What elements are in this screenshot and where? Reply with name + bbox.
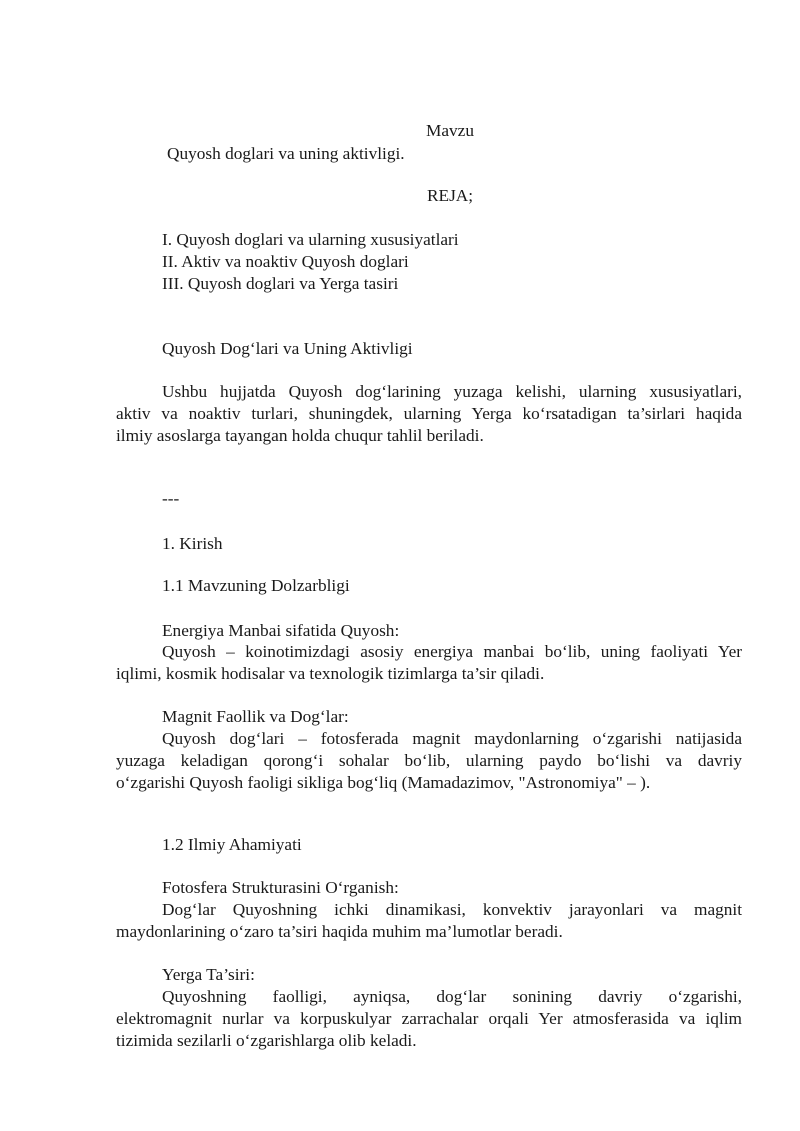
paragraph-line: o‘zgarishi Quyosh faoligi sikliga bog‘liq (Mamadazimov, "Astronomiya" – ).	[116, 773, 651, 792]
document-title: Quyosh Dog‘lari va Uning Aktivligi	[162, 339, 413, 358]
plan-item: II. Aktiv va noaktiv Quyosh doglari	[162, 252, 409, 271]
paragraph-line: iqlimi, kosmik hodisalar va texnologik tizimlarga ta’sir qiladi.	[116, 664, 545, 683]
subsection-heading: 1.2 Ilmiy Ahamiyati	[162, 835, 302, 854]
paragraph-line: Quyoshning faolligi, ayniqsa, dog‘lar sonining davriy o‘zgarishi,	[162, 987, 742, 1006]
topic-label: Mavzu	[426, 121, 474, 140]
paragraph-line: Ushbu hujjatda Quyosh dog‘larining yuzaga kelishi, ularning xususiyatlari,	[162, 382, 742, 401]
plan-label: REJA;	[427, 186, 474, 205]
paragraph-line: aktiv va noaktiv turlari, shuningdek, ularning Yerga ko‘rsatadigan ta’sirlari haqida	[116, 404, 742, 423]
paragraph-line: Quyosh dog‘lari – fotosferada magnit maydonlarning o‘zgarishi natijasida	[162, 729, 742, 748]
earth-paragraph	[116, 986, 742, 1052]
paragraph-line: Quyosh – koinotimizdagi asosiy energiya manbai bo‘lib, uning faoliyati Yer	[162, 642, 742, 661]
item-heading: Energiya Manbai sifatida Quyosh:	[162, 621, 400, 640]
plan-item: I. Quyosh doglari va ularning xususiyatlari	[162, 230, 459, 249]
item-heading: Fotosfera Strukturasini O‘rganish:	[162, 878, 399, 897]
paragraph-line: Dog‘lar Quyoshning ichki dinamikasi, konvektiv jarayonlari va magnit	[162, 900, 742, 919]
energy-paragraph	[116, 641, 742, 685]
paragraph-line: yuzaga keladigan qorong‘i sohalar bo‘lib, ularning paydo bo‘lishi va davriy	[116, 751, 742, 770]
paragraph-line: ilmiy asoslarga tayangan holda chuqur tahlil beriladi.	[116, 426, 484, 445]
magnet-paragraph	[116, 728, 742, 794]
intro-paragraph	[116, 381, 742, 447]
item-heading: Magnit Faollik va Dog‘lar:	[162, 707, 349, 726]
item-heading: Yerga Ta’siri:	[162, 965, 255, 984]
subsection-heading: 1.1 Mavzuning Dolzarbligi	[162, 576, 350, 595]
paragraph-line: maydonlarining o‘zaro ta’siri haqida muhim ma’lumotlar beradi.	[116, 922, 563, 941]
paragraph-line: tizimida sezilarli o‘zgarishlarga olib keladi.	[116, 1031, 417, 1050]
separator: ---	[162, 489, 180, 508]
plan-item: III. Quyosh doglari va Yerga tasiri	[162, 274, 399, 293]
topic-title: Quyosh doglari va uning aktivligi.	[167, 144, 405, 163]
photo-paragraph	[116, 899, 742, 943]
paragraph-line: elektromagnit nurlar va korpuskulyar zarrachalar orqali Yer atmosferasida va iqlim	[116, 1009, 742, 1028]
section-heading: 1. Kirish	[162, 534, 223, 553]
